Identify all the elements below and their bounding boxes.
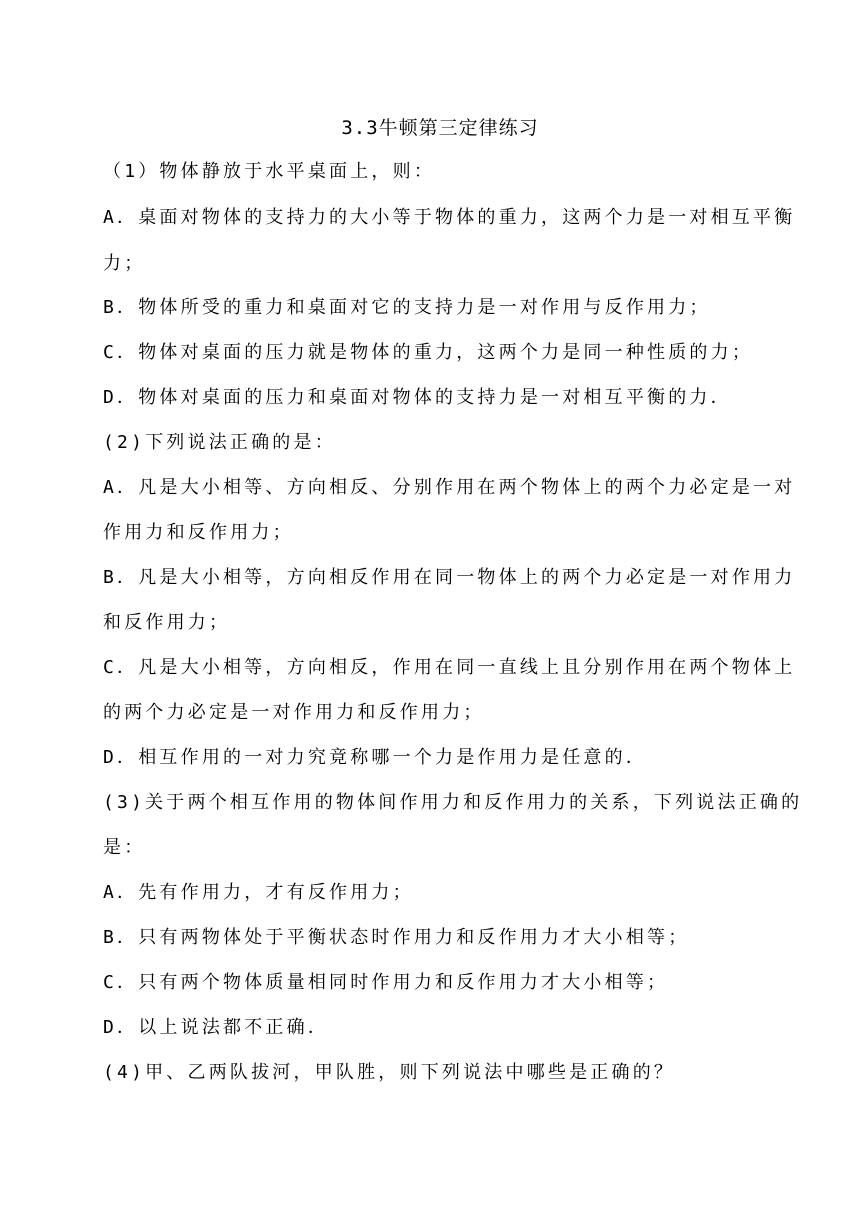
question-2-option-c-line-2: 的两个力必定是一对作用力和反作用力； (103, 702, 485, 723)
question-2-option-b-line-2: 和反作用力； (103, 612, 231, 633)
question-2-stem: (2)下列说法正确的是： (103, 432, 336, 453)
question-3-option-c: C．只有两个物体质量相同时作用力和反作用力才大小相等； (103, 972, 669, 993)
question-2-option-a-line-2: 作用力和反作用力； (103, 522, 294, 543)
question-1-option-a-line-2: 力； (103, 253, 146, 274)
question-3-option-b: B．只有两物体处于平衡状态时作用力和反作用力才大小相等； (103, 927, 690, 948)
question-3-option-d: D．以上说法都不正确． (103, 1017, 330, 1038)
question-1-stem: （1）物体静放于水平桌面上，则： (103, 161, 436, 182)
question-3-stem-line-2: 是： (103, 837, 146, 858)
question-2-option-d: D．相互作用的一对力究竟称哪一个力是作用力是任意的． (103, 747, 648, 768)
question-2-option-a-line-1: A．凡是大小相等、方向相反、分别作用在两个物体上的两个力必定是一对 (103, 477, 796, 498)
question-4-stem: (4)甲、乙两队拔河，甲队胜，则下列说法中哪些是正确的？ (103, 1062, 676, 1083)
question-2-option-b-line-1: B．凡是大小相等，方向相反作用在同一物体上的两个力必定是一对作用力 (103, 567, 796, 588)
question-3-option-a: A．先有作用力，才有反作用力； (103, 882, 414, 903)
question-1-option-d: D．物体对桌面的压力和桌面对物体的支持力是一对相互平衡的力． (103, 387, 732, 408)
question-1-option-c: C．物体对桌面的压力就是物体的重力，这两个力是同一种性质的力； (103, 342, 754, 363)
question-1-option-b: B．物体所受的重力和桌面对它的支持力是一对作用与反作用力； (103, 297, 711, 318)
page-title: 3.3牛顿第三定律练习 (341, 117, 539, 139)
question-1-option-a-line-1: A．桌面对物体的支持力的大小等于物体的重力，这两个力是一对相互平衡 (103, 207, 796, 228)
question-3-stem-line-1: (3)关于两个相互作用的物体间作用力和反作用力的关系，下列说法正确的 (103, 792, 803, 813)
question-2-option-c-line-1: C．凡是大小相等，方向相反，作用在同一直线上且分别作用在两个物体上 (103, 657, 796, 678)
